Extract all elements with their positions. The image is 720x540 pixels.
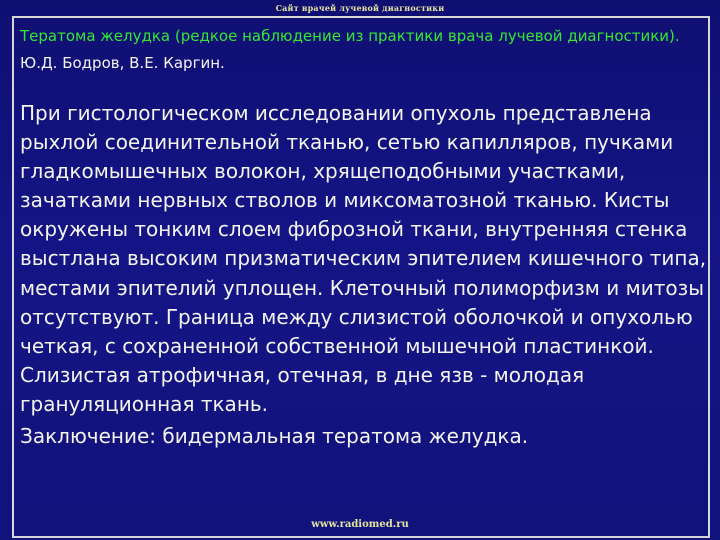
slide-body-text: При гистологическом исследовании опухоль представлена рыхлой соединительной тканью, сетью капилляров, пучками гладкомышечных волокон, хрящеподобными участками, зачатками нервных стволов и миксоматозной тканью. Кисты окружены тонким слоем фиброзной ткани, внутренняя стенка выстлана высоким призматическим эпителием кишечного типа, местами эпителий уплощен. Клеточный полиморфизм и митозы отсутствуют. Граница между слизистой оболочкой и опухолью четкая, с сохраненной собственной мышечной пластинкой. Слизистая атрофичная, отечная, в дне язв - молодая грануляционная ткань.	[20, 101, 707, 416]
slide-title: Тератома желудка (редкое наблюдение из практики врача лучевой диагностики).	[20, 27, 680, 45]
slide-authors: Ю.Д. Бодров, В.Е. Каргин.	[20, 54, 225, 72]
slide-content	[20, 26, 710, 451]
footer-url: www.radiomed.ru	[311, 519, 409, 530]
site-header-caption: Сайт врачей лучевой диагностики	[275, 3, 445, 13]
slide-conclusion: Заключение: бидермальная тератома желудка.	[20, 424, 529, 449]
